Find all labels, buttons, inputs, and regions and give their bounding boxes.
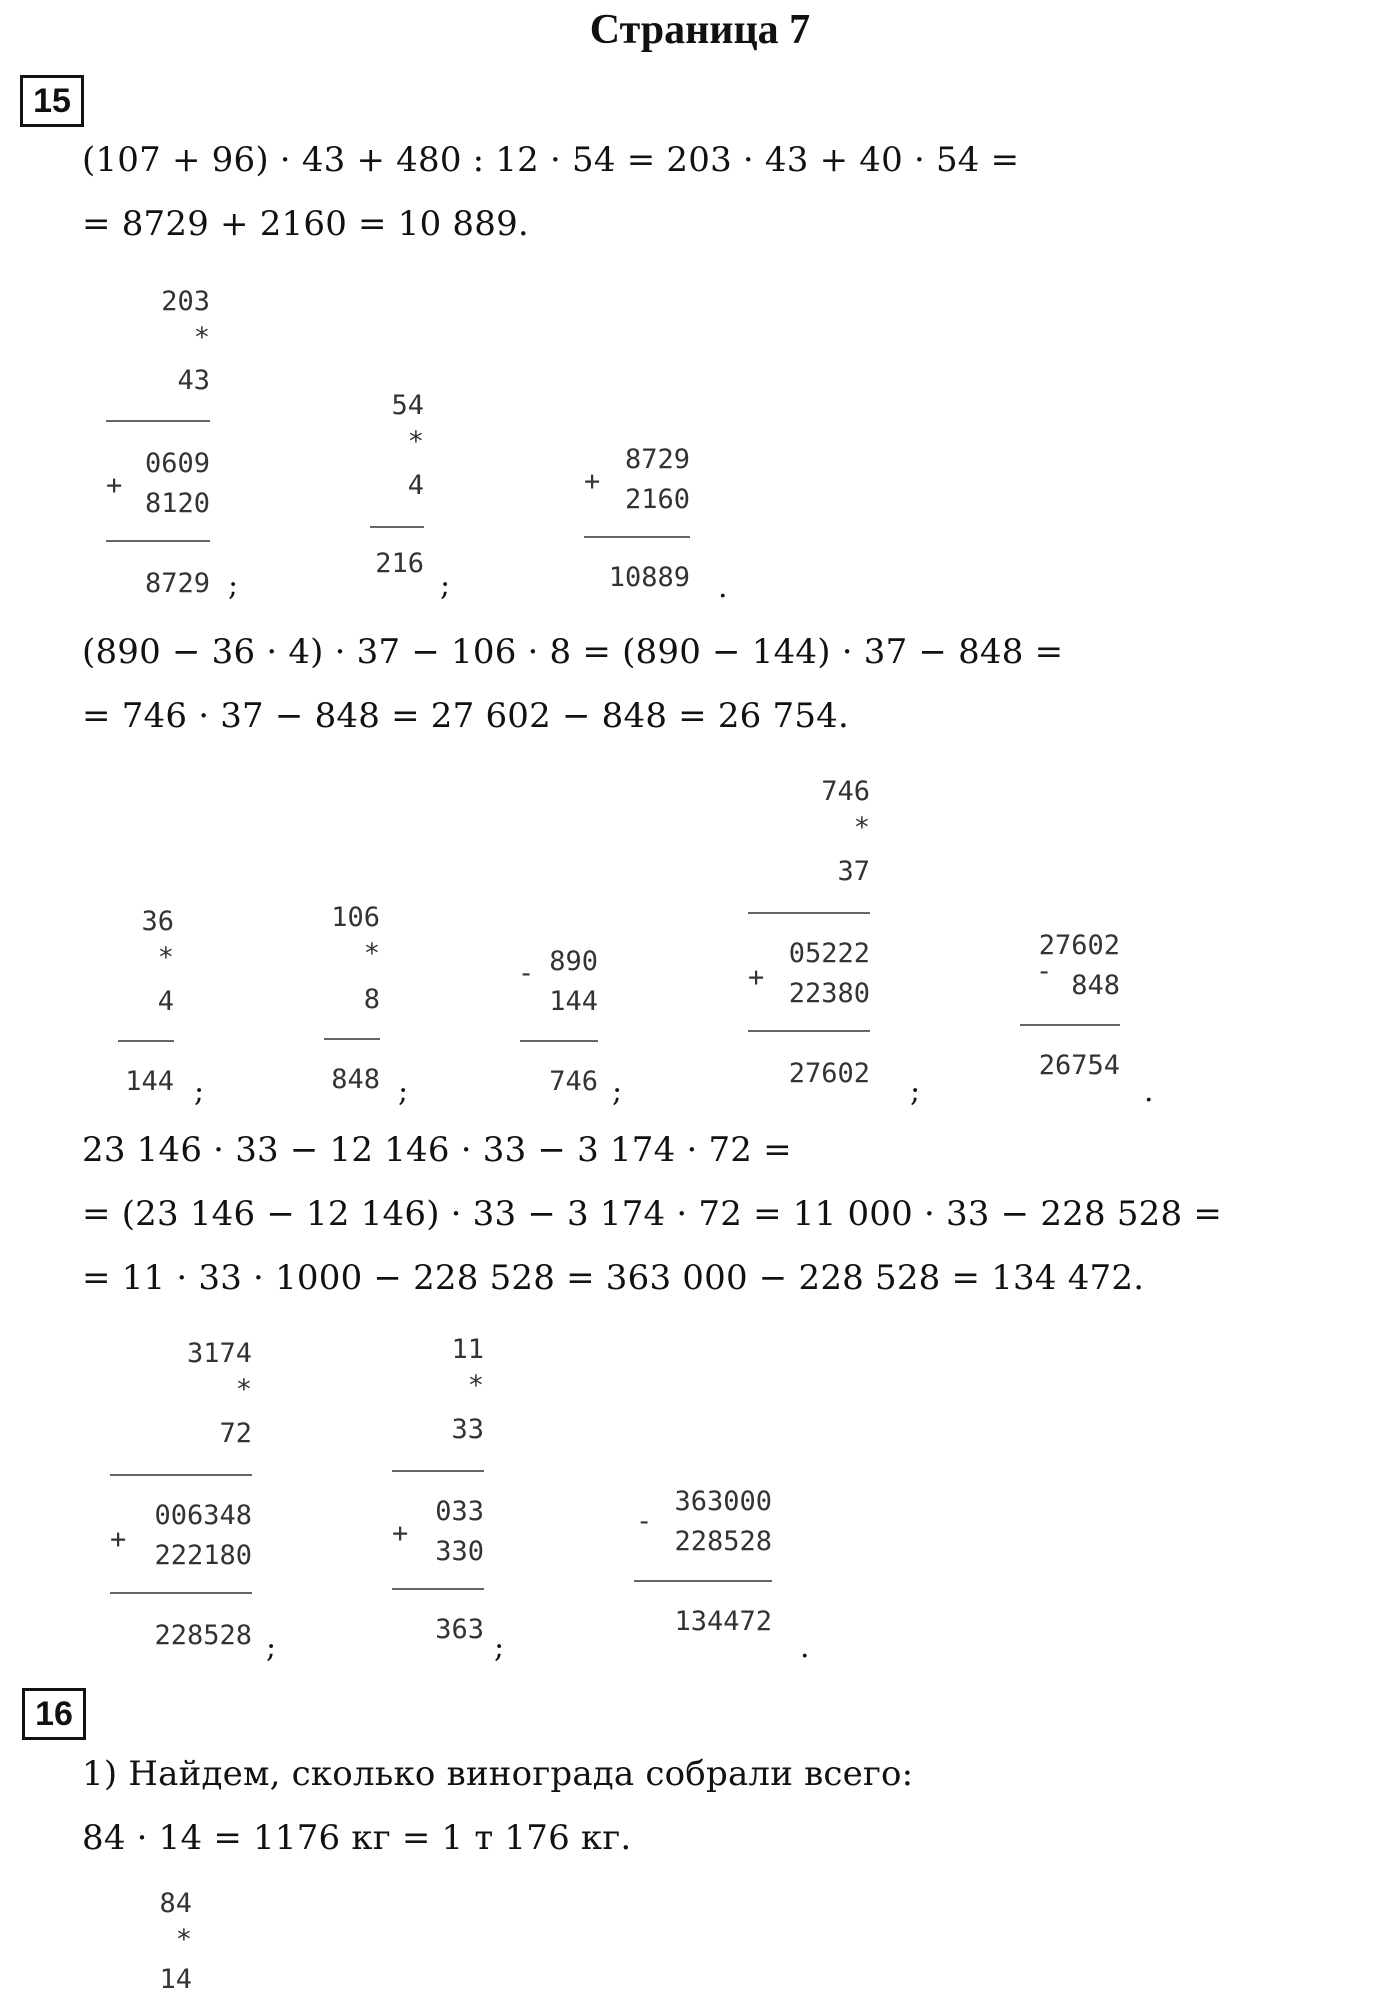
result: 363 — [435, 1614, 484, 1645]
expression-1-line-2: = 8729 + 2160 = 10 889. — [82, 204, 529, 244]
separator: ; — [440, 568, 451, 603]
operand-b: 33 — [451, 1414, 484, 1445]
operand-a: 36 — [141, 906, 174, 937]
divider — [324, 1038, 380, 1040]
minus-sign: - — [636, 1506, 653, 1537]
task-number-16: 16 — [22, 1688, 86, 1740]
operand-a: 203 — [161, 286, 210, 317]
partial-2: 22380 — [788, 978, 870, 1009]
result: 228528 — [154, 1620, 252, 1651]
page-title: Страница 7 — [589, 7, 811, 53]
operand-b: 848 — [1071, 970, 1120, 1001]
operand-b: 144 — [549, 986, 598, 1017]
operator: * — [467, 1370, 484, 1401]
operand-a: 746 — [821, 776, 870, 807]
plus-sign: + — [110, 1524, 127, 1555]
task16-step-1: 1) Найдем, сколько винограда собрали всего: — [82, 1754, 914, 1794]
result: 10889 — [608, 562, 690, 593]
divider — [106, 540, 210, 542]
operand-b: 37 — [837, 856, 870, 887]
operand-a: 11 — [451, 1334, 484, 1365]
operand-b: 8 — [363, 984, 380, 1015]
separator: . — [800, 1630, 810, 1665]
operand-b: 43 — [177, 365, 210, 396]
operand-a: 8729 — [624, 444, 690, 475]
operator: * — [193, 322, 210, 353]
divider — [1020, 1024, 1120, 1026]
operand-a: 890 — [549, 946, 598, 977]
divider — [110, 1474, 252, 1476]
separator: ; — [612, 1074, 623, 1109]
partial-2: 8120 — [144, 488, 210, 519]
divider — [106, 420, 210, 422]
operand-b: 14 — [159, 1964, 192, 1995]
plus-sign: + — [584, 466, 601, 497]
divider — [392, 1470, 484, 1472]
partial-1: 006348 — [154, 1500, 252, 1531]
operand-b: 228528 — [674, 1526, 772, 1557]
partial-2: 330 — [435, 1536, 484, 1567]
separator: ; — [494, 1630, 505, 1665]
task16-step-1-expression: 84 · 14 = 1176 кг = 1 т 176 кг. — [82, 1818, 632, 1858]
expression-3-line-2: = (23 146 − 12 146) · 33 − 3 174 · 72 = 11 000 · 33 − 228 528 = — [82, 1194, 1223, 1234]
divider — [634, 1580, 772, 1582]
expression-1-line-1: (107 + 96) · 43 + 480 : 12 · 54 = 203 · 43 + 40 · 54 = — [82, 140, 1020, 180]
operator: * — [407, 426, 424, 457]
operand-a: 84 — [159, 1888, 192, 1919]
task-number-15: 15 — [20, 75, 84, 127]
divider — [748, 1030, 870, 1032]
separator: ; — [228, 568, 239, 603]
minus-sign: - — [518, 958, 535, 989]
operand-a: 363000 — [674, 1486, 772, 1517]
divider — [118, 1040, 174, 1042]
expression-3-line-3: = 11 · 33 · 1000 − 228 528 = 363 000 − 228 528 = 134 472. — [82, 1258, 1145, 1298]
operand-b: 72 — [219, 1418, 252, 1449]
expression-2-line-1: (890 − 36 · 4) · 37 − 106 · 8 = (890 − 144) · 37 − 848 = — [82, 632, 1064, 672]
result: 26754 — [1038, 1050, 1120, 1081]
operand-a: 106 — [331, 902, 380, 933]
divider — [370, 526, 424, 528]
divider — [520, 1040, 598, 1042]
separator: . — [718, 570, 728, 605]
result: 8729 — [144, 568, 210, 599]
operator: * — [235, 1374, 252, 1405]
result: 848 — [331, 1064, 380, 1095]
plus-sign: + — [392, 1518, 409, 1549]
plus-sign: + — [748, 962, 765, 993]
operand-a: 3174 — [186, 1338, 252, 1369]
divider — [748, 912, 870, 914]
operand-a: 54 — [391, 390, 424, 421]
result: 27602 — [788, 1058, 870, 1089]
result: 746 — [549, 1066, 598, 1097]
expression-3-line-1: 23 146 · 33 − 12 146 · 33 − 3 174 · 72 = — [82, 1130, 792, 1170]
operand-b: 4 — [407, 470, 424, 501]
operand-a: 27602 — [1038, 930, 1120, 961]
operator: * — [853, 812, 870, 843]
divider — [110, 1592, 252, 1594]
separator: ; — [194, 1074, 205, 1109]
separator: ; — [266, 1630, 277, 1665]
operator: * — [363, 938, 380, 969]
operand-b: 2160 — [624, 484, 690, 515]
separator: ; — [398, 1074, 409, 1109]
partial-1: 05222 — [788, 938, 870, 969]
operand-b: 4 — [157, 986, 174, 1017]
divider — [392, 1588, 484, 1590]
minus-sign: - — [1036, 956, 1053, 987]
result: 134472 — [674, 1606, 772, 1637]
partial-2: 222180 — [154, 1540, 252, 1571]
operator: * — [175, 1924, 192, 1955]
result: 216 — [375, 548, 424, 579]
partial-1: 0609 — [144, 448, 210, 479]
divider — [584, 536, 690, 538]
result: 144 — [125, 1066, 174, 1097]
plus-sign: + — [106, 470, 123, 501]
operator: * — [157, 942, 174, 973]
partial-1: 033 — [435, 1496, 484, 1527]
separator: ; — [910, 1074, 921, 1109]
separator: . — [1144, 1074, 1154, 1109]
expression-2-line-2: = 746 · 37 − 848 = 27 602 − 848 = 26 754. — [82, 696, 850, 736]
